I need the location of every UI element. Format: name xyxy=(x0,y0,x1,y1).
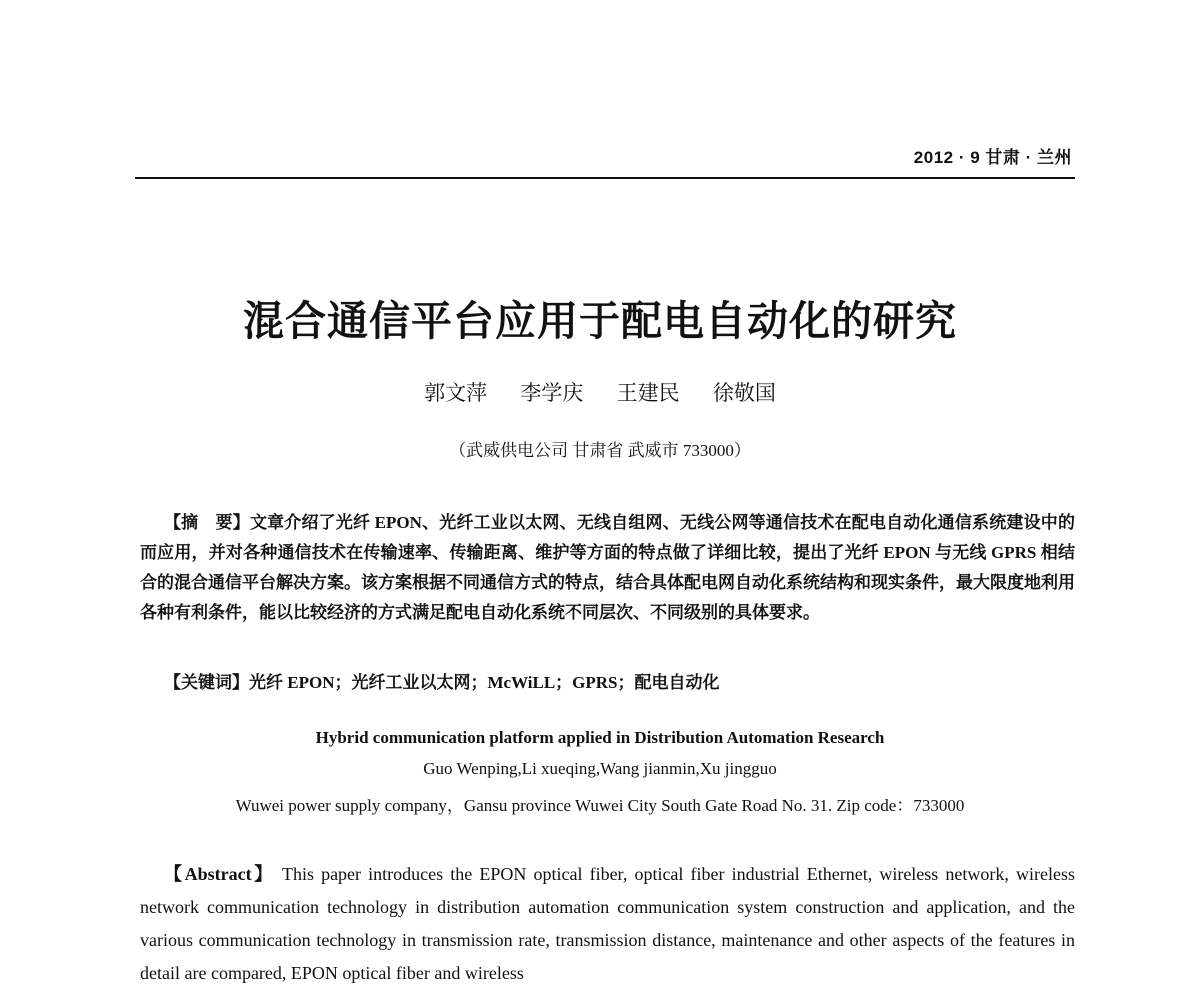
english-affiliation: Wuwei power supply company，Gansu province Wuwei City South Gate Road No. 31. Zip code：733000 xyxy=(235,796,965,815)
abstract-label: 【摘 要】 xyxy=(164,513,250,532)
author: 李学庆 xyxy=(520,381,584,405)
keywords-text: 光纤 EPON；光纤工业以太网；McWiLL；GPRS；配电自动化 xyxy=(249,673,720,692)
english-authors: Guo Wenping,Li xueqing,Wang jianmin,Xu jingguo xyxy=(423,759,777,778)
author: 徐敬国 xyxy=(712,381,776,405)
keywords-label: 【关键词】 xyxy=(164,673,249,692)
running-header: 2012 · 9 甘肃 · 兰州 xyxy=(913,148,1072,167)
author: 王建民 xyxy=(616,381,680,405)
chinese-keywords xyxy=(164,668,720,693)
abstract-label: 【Abstract】 xyxy=(164,864,275,884)
author: 郭文萍 xyxy=(424,381,488,405)
english-title: Hybrid communication platform applied in Distribution Automation Research xyxy=(315,728,885,747)
paper-title: 混合通信平台应用于配电自动化的研究 xyxy=(243,298,957,344)
english-abstract xyxy=(140,858,1075,990)
author-list xyxy=(0,377,1200,407)
chinese-abstract xyxy=(140,508,1075,628)
header-rule xyxy=(135,177,1075,179)
abstract-text: 文章介绍了光纤 EPON、光纤工业以太网、无线自组网、无线公网等通信技术在配电自动化通信系统建设中的而应用，并对各种通信技术在传输速率、传输距离、维护等方面的特点做了详细比较，提出了光纤 EPON 与无线 GPRS 相结合的混合通信平台解决方案。该方案根据不同通信方式的特点，结合具体配电网自动化系统结构和现实条件，最大限度地利用各种有利条件，能以比较经济的方式满足配电自动化系统不同层次、不同级别的具体要求。 xyxy=(140,513,1075,622)
abstract-text: This paper introduces the EPON optical fiber, optical fiber industrial Ethernet, wireless network, wireless network communication technology in distribution automation communication system construction and application, and the various communication technology in transmission rate, transmission distance, maintenance and other aspects of the features in detail are compared, EPON optical fiber and wireless xyxy=(140,864,1076,983)
affiliation: （武威供电公司 甘肃省 武威市 733000） xyxy=(449,441,751,460)
